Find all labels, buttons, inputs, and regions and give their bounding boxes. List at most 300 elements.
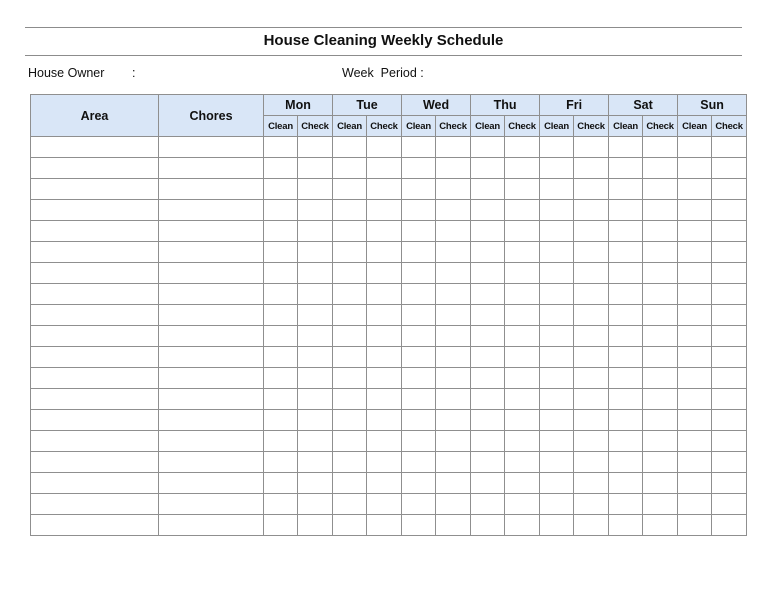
checkbox-cell[interactable]	[436, 389, 471, 410]
checkbox-cell[interactable]	[298, 284, 333, 305]
checkbox-cell[interactable]	[678, 305, 712, 326]
checkbox-cell[interactable]	[471, 158, 505, 179]
checkbox-cell[interactable]	[609, 158, 643, 179]
checkbox-cell[interactable]	[505, 473, 540, 494]
chores-cell[interactable]	[159, 305, 264, 326]
chores-cell[interactable]	[159, 494, 264, 515]
chores-cell[interactable]	[159, 221, 264, 242]
checkbox-cell[interactable]	[505, 326, 540, 347]
checkbox-cell[interactable]	[609, 473, 643, 494]
checkbox-cell[interactable]	[609, 326, 643, 347]
checkbox-cell[interactable]	[402, 347, 436, 368]
checkbox-cell[interactable]	[264, 200, 298, 221]
checkbox-cell[interactable]	[712, 326, 747, 347]
chores-cell[interactable]	[159, 452, 264, 473]
checkbox-cell[interactable]	[574, 368, 609, 389]
checkbox-cell[interactable]	[333, 200, 367, 221]
checkbox-cell[interactable]	[540, 494, 574, 515]
checkbox-cell[interactable]	[678, 452, 712, 473]
checkbox-cell[interactable]	[402, 494, 436, 515]
checkbox-cell[interactable]	[264, 242, 298, 263]
checkbox-cell[interactable]	[471, 284, 505, 305]
checkbox-cell[interactable]	[643, 389, 678, 410]
checkbox-cell[interactable]	[264, 368, 298, 389]
area-cell[interactable]	[31, 305, 159, 326]
checkbox-cell[interactable]	[367, 242, 402, 263]
checkbox-cell[interactable]	[505, 305, 540, 326]
checkbox-cell[interactable]	[712, 221, 747, 242]
checkbox-cell[interactable]	[298, 494, 333, 515]
checkbox-cell[interactable]	[471, 473, 505, 494]
chores-cell[interactable]	[159, 347, 264, 368]
checkbox-cell[interactable]	[367, 389, 402, 410]
checkbox-cell[interactable]	[505, 158, 540, 179]
checkbox-cell[interactable]	[505, 389, 540, 410]
checkbox-cell[interactable]	[367, 452, 402, 473]
checkbox-cell[interactable]	[712, 158, 747, 179]
checkbox-cell[interactable]	[402, 263, 436, 284]
checkbox-cell[interactable]	[471, 389, 505, 410]
checkbox-cell[interactable]	[574, 200, 609, 221]
checkbox-cell[interactable]	[298, 200, 333, 221]
checkbox-cell[interactable]	[436, 242, 471, 263]
area-cell[interactable]	[31, 158, 159, 179]
checkbox-cell[interactable]	[436, 200, 471, 221]
checkbox-cell[interactable]	[712, 137, 747, 158]
checkbox-cell[interactable]	[298, 410, 333, 431]
checkbox-cell[interactable]	[471, 431, 505, 452]
checkbox-cell[interactable]	[505, 368, 540, 389]
checkbox-cell[interactable]	[643, 242, 678, 263]
checkbox-cell[interactable]	[609, 263, 643, 284]
checkbox-cell[interactable]	[609, 179, 643, 200]
checkbox-cell[interactable]	[402, 326, 436, 347]
checkbox-cell[interactable]	[643, 326, 678, 347]
checkbox-cell[interactable]	[643, 452, 678, 473]
checkbox-cell[interactable]	[264, 347, 298, 368]
checkbox-cell[interactable]	[540, 221, 574, 242]
checkbox-cell[interactable]	[712, 431, 747, 452]
area-cell[interactable]	[31, 494, 159, 515]
checkbox-cell[interactable]	[505, 179, 540, 200]
checkbox-cell[interactable]	[540, 515, 574, 536]
checkbox-cell[interactable]	[678, 431, 712, 452]
area-cell[interactable]	[31, 452, 159, 473]
checkbox-cell[interactable]	[574, 263, 609, 284]
checkbox-cell[interactable]	[643, 347, 678, 368]
checkbox-cell[interactable]	[471, 137, 505, 158]
checkbox-cell[interactable]	[678, 221, 712, 242]
checkbox-cell[interactable]	[333, 179, 367, 200]
checkbox-cell[interactable]	[264, 431, 298, 452]
chores-cell[interactable]	[159, 515, 264, 536]
checkbox-cell[interactable]	[333, 284, 367, 305]
checkbox-cell[interactable]	[609, 221, 643, 242]
checkbox-cell[interactable]	[298, 263, 333, 284]
checkbox-cell[interactable]	[643, 200, 678, 221]
checkbox-cell[interactable]	[471, 452, 505, 473]
checkbox-cell[interactable]	[436, 494, 471, 515]
checkbox-cell[interactable]	[678, 200, 712, 221]
checkbox-cell[interactable]	[712, 410, 747, 431]
checkbox-cell[interactable]	[471, 515, 505, 536]
checkbox-cell[interactable]	[574, 515, 609, 536]
checkbox-cell[interactable]	[402, 473, 436, 494]
checkbox-cell[interactable]	[609, 368, 643, 389]
checkbox-cell[interactable]	[505, 221, 540, 242]
checkbox-cell[interactable]	[609, 242, 643, 263]
chores-cell[interactable]	[159, 326, 264, 347]
checkbox-cell[interactable]	[574, 410, 609, 431]
checkbox-cell[interactable]	[574, 158, 609, 179]
checkbox-cell[interactable]	[574, 347, 609, 368]
area-cell[interactable]	[31, 347, 159, 368]
checkbox-cell[interactable]	[505, 515, 540, 536]
checkbox-cell[interactable]	[367, 284, 402, 305]
checkbox-cell[interactable]	[436, 137, 471, 158]
chores-cell[interactable]	[159, 242, 264, 263]
chores-cell[interactable]	[159, 389, 264, 410]
checkbox-cell[interactable]	[574, 179, 609, 200]
checkbox-cell[interactable]	[712, 473, 747, 494]
checkbox-cell[interactable]	[333, 326, 367, 347]
checkbox-cell[interactable]	[505, 347, 540, 368]
chores-cell[interactable]	[159, 284, 264, 305]
checkbox-cell[interactable]	[367, 263, 402, 284]
checkbox-cell[interactable]	[333, 137, 367, 158]
checkbox-cell[interactable]	[678, 242, 712, 263]
checkbox-cell[interactable]	[264, 137, 298, 158]
checkbox-cell[interactable]	[402, 284, 436, 305]
checkbox-cell[interactable]	[678, 263, 712, 284]
checkbox-cell[interactable]	[712, 263, 747, 284]
area-cell[interactable]	[31, 179, 159, 200]
checkbox-cell[interactable]	[367, 494, 402, 515]
checkbox-cell[interactable]	[471, 368, 505, 389]
checkbox-cell[interactable]	[643, 158, 678, 179]
checkbox-cell[interactable]	[609, 347, 643, 368]
checkbox-cell[interactable]	[574, 137, 609, 158]
checkbox-cell[interactable]	[402, 200, 436, 221]
checkbox-cell[interactable]	[540, 200, 574, 221]
checkbox-cell[interactable]	[402, 515, 436, 536]
checkbox-cell[interactable]	[609, 137, 643, 158]
checkbox-cell[interactable]	[367, 158, 402, 179]
checkbox-cell[interactable]	[678, 137, 712, 158]
checkbox-cell[interactable]	[540, 242, 574, 263]
checkbox-cell[interactable]	[264, 221, 298, 242]
chores-cell[interactable]	[159, 431, 264, 452]
checkbox-cell[interactable]	[540, 326, 574, 347]
checkbox-cell[interactable]	[436, 284, 471, 305]
checkbox-cell[interactable]	[471, 410, 505, 431]
checkbox-cell[interactable]	[264, 179, 298, 200]
checkbox-cell[interactable]	[264, 326, 298, 347]
checkbox-cell[interactable]	[678, 494, 712, 515]
checkbox-cell[interactable]	[298, 242, 333, 263]
checkbox-cell[interactable]	[333, 347, 367, 368]
checkbox-cell[interactable]	[643, 473, 678, 494]
checkbox-cell[interactable]	[367, 326, 402, 347]
checkbox-cell[interactable]	[264, 473, 298, 494]
checkbox-cell[interactable]	[471, 221, 505, 242]
checkbox-cell[interactable]	[643, 515, 678, 536]
checkbox-cell[interactable]	[643, 305, 678, 326]
checkbox-cell[interactable]	[505, 263, 540, 284]
checkbox-cell[interactable]	[367, 473, 402, 494]
area-cell[interactable]	[31, 410, 159, 431]
checkbox-cell[interactable]	[436, 431, 471, 452]
area-cell[interactable]	[31, 263, 159, 284]
checkbox-cell[interactable]	[505, 242, 540, 263]
checkbox-cell[interactable]	[643, 179, 678, 200]
checkbox-cell[interactable]	[402, 410, 436, 431]
checkbox-cell[interactable]	[298, 515, 333, 536]
checkbox-cell[interactable]	[471, 305, 505, 326]
checkbox-cell[interactable]	[471, 326, 505, 347]
checkbox-cell[interactable]	[436, 221, 471, 242]
checkbox-cell[interactable]	[609, 431, 643, 452]
checkbox-cell[interactable]	[471, 200, 505, 221]
checkbox-cell[interactable]	[574, 326, 609, 347]
checkbox-cell[interactable]	[333, 410, 367, 431]
checkbox-cell[interactable]	[436, 347, 471, 368]
checkbox-cell[interactable]	[712, 242, 747, 263]
checkbox-cell[interactable]	[264, 263, 298, 284]
checkbox-cell[interactable]	[643, 221, 678, 242]
checkbox-cell[interactable]	[367, 137, 402, 158]
checkbox-cell[interactable]	[264, 158, 298, 179]
checkbox-cell[interactable]	[643, 494, 678, 515]
checkbox-cell[interactable]	[609, 410, 643, 431]
checkbox-cell[interactable]	[678, 326, 712, 347]
chores-cell[interactable]	[159, 137, 264, 158]
checkbox-cell[interactable]	[298, 368, 333, 389]
checkbox-cell[interactable]	[574, 284, 609, 305]
checkbox-cell[interactable]	[298, 389, 333, 410]
checkbox-cell[interactable]	[367, 410, 402, 431]
checkbox-cell[interactable]	[333, 494, 367, 515]
checkbox-cell[interactable]	[333, 431, 367, 452]
checkbox-cell[interactable]	[471, 179, 505, 200]
area-cell[interactable]	[31, 368, 159, 389]
checkbox-cell[interactable]	[712, 515, 747, 536]
checkbox-cell[interactable]	[540, 368, 574, 389]
chores-cell[interactable]	[159, 368, 264, 389]
checkbox-cell[interactable]	[471, 242, 505, 263]
checkbox-cell[interactable]	[609, 389, 643, 410]
checkbox-cell[interactable]	[367, 515, 402, 536]
checkbox-cell[interactable]	[712, 305, 747, 326]
area-cell[interactable]	[31, 515, 159, 536]
checkbox-cell[interactable]	[436, 515, 471, 536]
checkbox-cell[interactable]	[678, 179, 712, 200]
checkbox-cell[interactable]	[609, 494, 643, 515]
checkbox-cell[interactable]	[333, 158, 367, 179]
chores-cell[interactable]	[159, 263, 264, 284]
checkbox-cell[interactable]	[505, 494, 540, 515]
area-cell[interactable]	[31, 473, 159, 494]
checkbox-cell[interactable]	[402, 368, 436, 389]
checkbox-cell[interactable]	[264, 305, 298, 326]
checkbox-cell[interactable]	[298, 158, 333, 179]
checkbox-cell[interactable]	[609, 284, 643, 305]
checkbox-cell[interactable]	[402, 305, 436, 326]
area-cell[interactable]	[31, 200, 159, 221]
checkbox-cell[interactable]	[643, 368, 678, 389]
checkbox-cell[interactable]	[678, 410, 712, 431]
checkbox-cell[interactable]	[298, 473, 333, 494]
checkbox-cell[interactable]	[436, 452, 471, 473]
checkbox-cell[interactable]	[333, 389, 367, 410]
checkbox-cell[interactable]	[333, 452, 367, 473]
checkbox-cell[interactable]	[574, 221, 609, 242]
checkbox-cell[interactable]	[333, 263, 367, 284]
checkbox-cell[interactable]	[298, 431, 333, 452]
checkbox-cell[interactable]	[643, 431, 678, 452]
checkbox-cell[interactable]	[333, 305, 367, 326]
checkbox-cell[interactable]	[540, 347, 574, 368]
checkbox-cell[interactable]	[402, 158, 436, 179]
checkbox-cell[interactable]	[367, 179, 402, 200]
checkbox-cell[interactable]	[540, 158, 574, 179]
checkbox-cell[interactable]	[436, 263, 471, 284]
checkbox-cell[interactable]	[367, 347, 402, 368]
checkbox-cell[interactable]	[643, 137, 678, 158]
checkbox-cell[interactable]	[436, 305, 471, 326]
checkbox-cell[interactable]	[609, 305, 643, 326]
checkbox-cell[interactable]	[367, 200, 402, 221]
checkbox-cell[interactable]	[298, 347, 333, 368]
checkbox-cell[interactable]	[298, 137, 333, 158]
checkbox-cell[interactable]	[643, 284, 678, 305]
checkbox-cell[interactable]	[712, 389, 747, 410]
checkbox-cell[interactable]	[712, 284, 747, 305]
area-cell[interactable]	[31, 389, 159, 410]
checkbox-cell[interactable]	[609, 452, 643, 473]
chores-cell[interactable]	[159, 200, 264, 221]
checkbox-cell[interactable]	[505, 410, 540, 431]
chores-cell[interactable]	[159, 158, 264, 179]
checkbox-cell[interactable]	[574, 305, 609, 326]
area-cell[interactable]	[31, 221, 159, 242]
checkbox-cell[interactable]	[436, 368, 471, 389]
checkbox-cell[interactable]	[712, 368, 747, 389]
checkbox-cell[interactable]	[643, 263, 678, 284]
checkbox-cell[interactable]	[540, 389, 574, 410]
checkbox-cell[interactable]	[712, 452, 747, 473]
checkbox-cell[interactable]	[402, 389, 436, 410]
checkbox-cell[interactable]	[264, 389, 298, 410]
checkbox-cell[interactable]	[264, 494, 298, 515]
checkbox-cell[interactable]	[333, 221, 367, 242]
checkbox-cell[interactable]	[540, 410, 574, 431]
checkbox-cell[interactable]	[436, 179, 471, 200]
checkbox-cell[interactable]	[436, 410, 471, 431]
chores-cell[interactable]	[159, 473, 264, 494]
checkbox-cell[interactable]	[402, 431, 436, 452]
checkbox-cell[interactable]	[264, 452, 298, 473]
checkbox-cell[interactable]	[264, 284, 298, 305]
checkbox-cell[interactable]	[333, 473, 367, 494]
checkbox-cell[interactable]	[540, 452, 574, 473]
checkbox-cell[interactable]	[367, 221, 402, 242]
checkbox-cell[interactable]	[678, 368, 712, 389]
checkbox-cell[interactable]	[540, 473, 574, 494]
checkbox-cell[interactable]	[298, 221, 333, 242]
checkbox-cell[interactable]	[367, 368, 402, 389]
area-cell[interactable]	[31, 431, 159, 452]
checkbox-cell[interactable]	[609, 515, 643, 536]
checkbox-cell[interactable]	[505, 137, 540, 158]
checkbox-cell[interactable]	[643, 410, 678, 431]
area-cell[interactable]	[31, 137, 159, 158]
checkbox-cell[interactable]	[678, 473, 712, 494]
checkbox-cell[interactable]	[436, 473, 471, 494]
checkbox-cell[interactable]	[367, 431, 402, 452]
checkbox-cell[interactable]	[712, 347, 747, 368]
checkbox-cell[interactable]	[609, 200, 643, 221]
checkbox-cell[interactable]	[298, 326, 333, 347]
checkbox-cell[interactable]	[436, 158, 471, 179]
checkbox-cell[interactable]	[574, 473, 609, 494]
checkbox-cell[interactable]	[712, 179, 747, 200]
checkbox-cell[interactable]	[505, 284, 540, 305]
checkbox-cell[interactable]	[505, 200, 540, 221]
checkbox-cell[interactable]	[574, 494, 609, 515]
chores-cell[interactable]	[159, 410, 264, 431]
checkbox-cell[interactable]	[540, 137, 574, 158]
checkbox-cell[interactable]	[333, 368, 367, 389]
checkbox-cell[interactable]	[505, 431, 540, 452]
checkbox-cell[interactable]	[574, 242, 609, 263]
checkbox-cell[interactable]	[540, 305, 574, 326]
checkbox-cell[interactable]	[540, 431, 574, 452]
checkbox-cell[interactable]	[712, 200, 747, 221]
checkbox-cell[interactable]	[471, 263, 505, 284]
checkbox-cell[interactable]	[678, 515, 712, 536]
checkbox-cell[interactable]	[712, 494, 747, 515]
checkbox-cell[interactable]	[678, 347, 712, 368]
checkbox-cell[interactable]	[333, 515, 367, 536]
checkbox-cell[interactable]	[402, 137, 436, 158]
checkbox-cell[interactable]	[574, 452, 609, 473]
area-cell[interactable]	[31, 326, 159, 347]
checkbox-cell[interactable]	[402, 242, 436, 263]
checkbox-cell[interactable]	[678, 389, 712, 410]
checkbox-cell[interactable]	[678, 284, 712, 305]
checkbox-cell[interactable]	[402, 452, 436, 473]
checkbox-cell[interactable]	[436, 326, 471, 347]
checkbox-cell[interactable]	[264, 515, 298, 536]
checkbox-cell[interactable]	[333, 242, 367, 263]
checkbox-cell[interactable]	[540, 284, 574, 305]
area-cell[interactable]	[31, 242, 159, 263]
checkbox-cell[interactable]	[540, 263, 574, 284]
checkbox-cell[interactable]	[298, 305, 333, 326]
checkbox-cell[interactable]	[402, 221, 436, 242]
checkbox-cell[interactable]	[298, 179, 333, 200]
checkbox-cell[interactable]	[505, 452, 540, 473]
checkbox-cell[interactable]	[678, 158, 712, 179]
checkbox-cell[interactable]	[471, 347, 505, 368]
area-cell[interactable]	[31, 284, 159, 305]
chores-cell[interactable]	[159, 179, 264, 200]
checkbox-cell[interactable]	[264, 410, 298, 431]
checkbox-cell[interactable]	[574, 389, 609, 410]
checkbox-cell[interactable]	[540, 179, 574, 200]
checkbox-cell[interactable]	[298, 452, 333, 473]
